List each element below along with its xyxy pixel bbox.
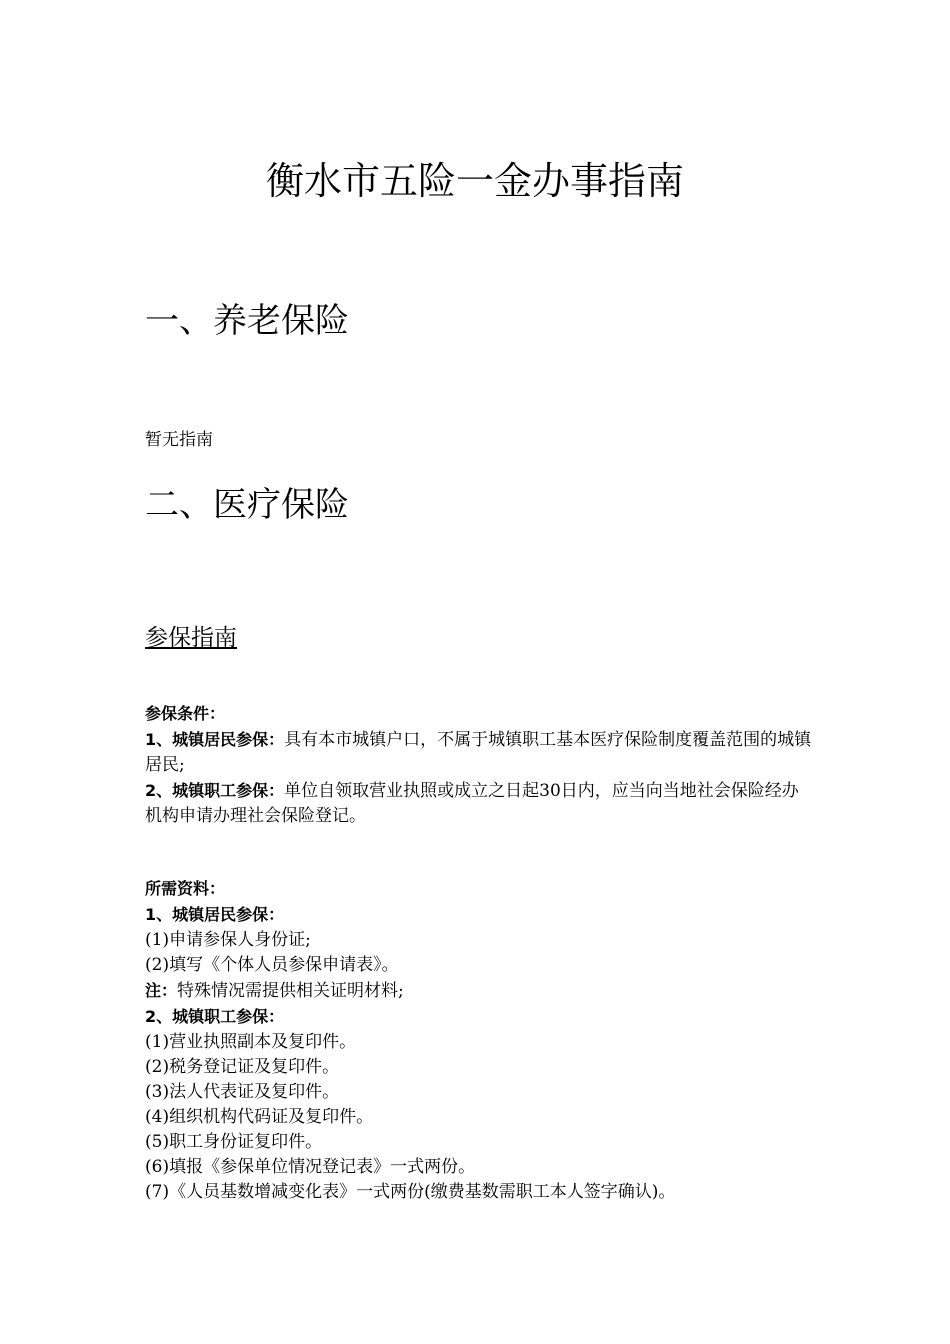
list-item: (2)税务登记证及复印件。: [145, 1057, 340, 1077]
note-lead: 注：: [145, 981, 178, 1000]
materials-label: 所需资料：: [145, 879, 226, 898]
required-materials: [145, 876, 813, 1205]
list-item: (6)填报《参保单位情况登记表》一式两份。: [145, 1157, 476, 1177]
condition-text: 具有本市城镇户口，不属于城镇职工基本医疗保险制度覆盖范围的城镇居民;: [145, 730, 812, 775]
worker-label: 2、城镇职工参保：: [145, 1007, 285, 1026]
document-title: 衡水市五险一金办事指南: [265, 159, 684, 203]
condition-lead: 1、城镇居民参保：: [145, 730, 285, 749]
enrollment-conditions: [145, 701, 813, 829]
condition-lead: 2、城镇职工参保：: [145, 781, 285, 800]
list-item: (5)职工身份证复印件。: [145, 1132, 323, 1152]
list-item: (1)营业执照副本及复印件。: [145, 1032, 357, 1052]
condition-text: 单位自领取营业执照或成立之日起30日内，应当向当地社会保险经办机构申请办理社会保险登记。: [145, 781, 799, 826]
resident-label: 1、城镇居民参保：: [145, 905, 285, 924]
list-item: (2)填写《个体人员参保申请表》。: [145, 955, 399, 975]
section-heading-pension: 一、养老保险: [145, 301, 349, 341]
list-item: (7)《人员基数增减变化表》一式两份(缴费基数需职工本人签字确认)。: [145, 1182, 676, 1202]
note-text: 特殊情况需提供相关证明材料;: [177, 981, 404, 1001]
list-item: (4)组织机构代码证及复印件。: [145, 1107, 374, 1127]
conditions-label: 参保条件：: [145, 704, 226, 723]
list-item: (1)申请参保人身份证;: [145, 930, 311, 950]
condition-item: [145, 778, 813, 829]
list-item: (3)法人代表证及复印件。: [145, 1082, 340, 1102]
pension-note: 暂无指南: [145, 430, 213, 450]
section-heading-medical: 二、医疗保险: [145, 485, 349, 525]
subheading-enrollment-guide: 参保指南: [145, 625, 237, 651]
condition-item: [145, 727, 813, 778]
note-line: [145, 978, 813, 1004]
